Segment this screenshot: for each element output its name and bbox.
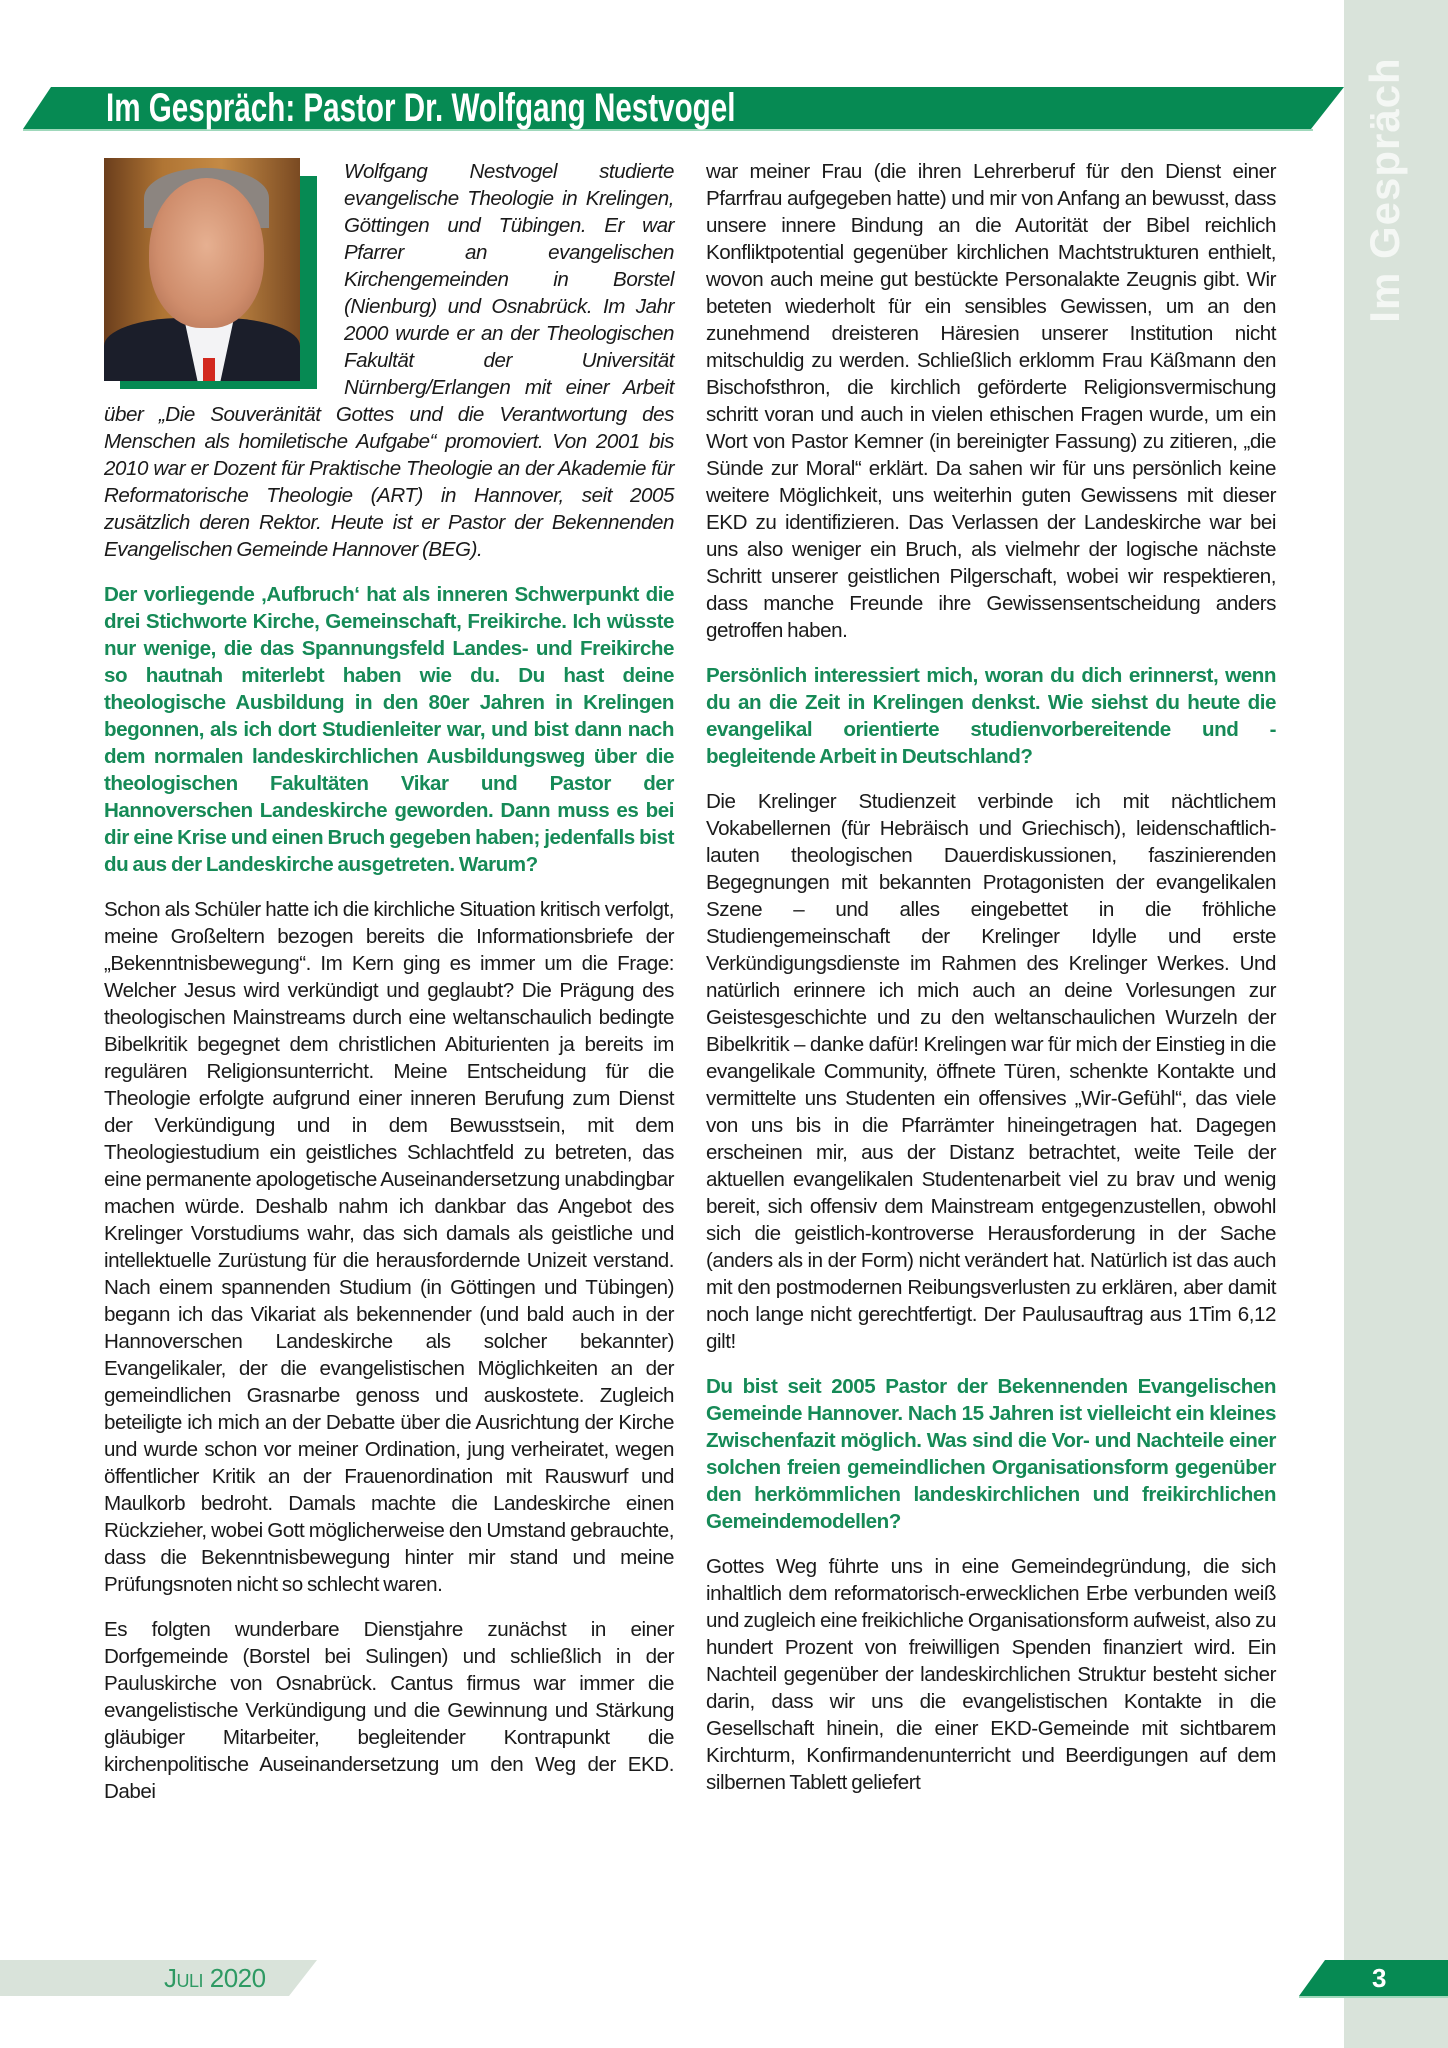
- section-label: Im Gespräch: [1361, 57, 1408, 323]
- left-column: [104, 158, 674, 1805]
- interview-question: Du bist seit 2005 Pastor der Bekennenden Evangelischen Gemeinde Hannover. Nach 15 Jahren ist vielleicht ein kleines Zwischenfazit möglich. Was sind die Vor- und Nachteile einer solchen freien gemeindlichen Organisationsform gegenüber den herkömmlichen landeskirchlichen und freikirchlichen Gemeindemodellen?: [706, 1375, 1276, 1533]
- interview-answer: Es folgten wunderbare Dienstjahre zunächst in einer Dorfgemeinde (Borstel bei Sulingen) und schließlich in der Pauluskirche von Osnabrück. Cantus firmus war immer die evangelistische Verkündigung und die Gewinnung und Stärkung gläubiger Mitarbeiter, begleitender Kontrapunkt die kirchenpolitische Auseinandersetzung um den Weg der EKD. Dabei: [104, 1618, 674, 1803]
- interview-answer: war meiner Frau (die ihren Lehrerberuf für den Dienst einer Pfarrfrau aufgegeben hatte) und mir von Anfang an bewusst, dass unsere innere Bindung an die Autorität der Bibel reichlich Konfliktpotential gegenüber kirchlichen Machtstrukturen enthielt, wovon auch meine gut bestückte Personalakte Zeugnis gibt. Wir beteten wiederholt für ein sensibles Gewissen, um an den zunehmend dreisteren Häresien unserer Institution nicht mitschuldig zu werden. Schließlich erklomm Frau Käßmann den Bischofsthron, die kirchlich geförderte Religionsvermischung schritt voran und auch in vielen ethischen Fragen wurde, um ein Wort von Pastor Kemner (in bereinigter Fassung) zu zitieren, „die Sünde zur Moral“ erklärt. Da sahen wir für uns persönlich keine weitere Möglichkeit, uns weiterhin guten Gewissens mit dieser EKD zu identifizieren. Das Verlassen der Landeskirche war bei uns also weniger ein Bruch, als vielmehr der logische nächste Schritt unserer geistlichen Pilgerschaft, wobei wir respektieren, dass manche Freunde ihre Gewissensentscheidung anders getroffen haben.: [706, 160, 1276, 642]
- interview-question: Der vorliegende ‚Aufbruch‘ hat als inneren Schwerpunkt die drei Stichworte Kirche, Gemeinschaft, Freikirche. Ich wüsste nur wenige, die das Spannungsfeld Landes- und Freikirche so hautnah miterlebt haben wie du. Du hast deine theologische Ausbildung in den 80er Jahren in Krelingen begonnen, als ich dort Studienleiter war, und bist dann nach dem normalen landeskirchlichen Ausbildungsweg über die theologischen Fakultäten Vikar und Pastor der Hannoverschen Landeskirche geworden. Dann muss es bei dir eine Krise und einen Bruch gegeben haben; jedenfalls bist du aus der Landeskirche ausgetreten. Warum?: [104, 583, 674, 876]
- footer-underline: [1299, 1996, 1448, 1998]
- issue-date: Juli 2020: [164, 1963, 266, 1993]
- portrait-image: [104, 158, 300, 381]
- interview-answer: Die Krelinger Studienzeit verbinde ich mit nächtlichem Vokabellernen (für Hebräisch und Griechisch), leidenschaftlich-lauten theologischen Dauerdiskussionen, faszinierenden Begegnungen mit bekannten Protagonisten der evangelikalen Szene – und alles eingebettet in die fröhliche Studiengemeinschaft der Krelinger Idylle und erste Verkündigungsdienste im Rahmen des Krelinger Werkes. Und natürlich erinnere ich mich auch an deine Vorlesungen zur Geistesgeschichte und zu den weltanschaulichen Wurzeln der Bibelkritik – danke dafür! Krelingen war für mich der Einstieg in die evangelikale Community, öffnete Türen, schenkte Kontakte und vermittelte uns Studenten ein offensives „Wir-Gefühl“, das viele von uns bis in die Pfarrämter hineingetragen hat. Dagegen erscheinen mir, aus der Distanz betrachtet, weite Teile der aktuellen evangelikalen Studentenarbeit viel zu brav und wenig bereit, sich offensiv dem Mainstream entgegenzustellen, obwohl sich die geistlich-kontroverse Herausforderung in der Sache (anders als in der Form) nicht verändert hat. Natürlich ist das auch mit den postmodernen Reibungsverlusten zu erklären, aber damit noch lange nicht gerechtfertigt. Der Paulusauftrag aus 1Tim 6,12 gilt!: [706, 790, 1276, 1353]
- page-title: Im Gespräch: Pastor Dr. Wolfgang Nestvogel: [106, 86, 736, 130]
- footer-issue-band: [0, 1960, 317, 1996]
- interview-question: Persönlich interessiert mich, woran du dich erinnerst, wenn du an die Zeit in Krelingen denkst. Wie siehst du heute die evangelikal orientierte studienvorbereitende und -begleitende Arbeit in Deutschland?: [706, 664, 1276, 768]
- interview-answer: Schon als Schüler hatte ich die kirchliche Situation kritisch verfolgt, meine Großeltern bezogen bereits die Informationsbriefe der „Bekenntnisbewegung“. Im Kern ging es immer um die Frage: Welcher Jesus wird verkündigt und geglaubt? Die Prägung des theologischen Mainstreams durch eine weltanschaulich bedingte Bibelkritik begegnet dem christlichen Abiturienten ja bereits im regulären Religionsunterricht. Meine Entscheidung für die Theologie erfolgte aufgrund einer inneren Berufung zum Dienst der Verkündigung und in dem Bewusstsein, mit dem Theologiestudium ein geistliches Schlachtfeld zu betreten, das eine permanente apologetische Auseinandersetzung unabdingbar machen würde. Deshalb nahm ich dankbar das Angebot des Krelinger Vorstudiums wahr, das sich damals als geistliche und intellektuelle Zurüstung für die herausfordernde Unizeit verstand. Nach einem spannenden Studium (in Göttingen und Tübingen) begann ich das Vikariat als bekennender (und bald auch in der Hannoverschen Landeskirche als solcher bekannter) Evangelikaler, der die evangelistischen Möglichkeiten an der gemeindlichen Grasnarbe genoss und auskostete. Zugleich beteiligte ich mich an der Debatte über die Ausrichtung der Kirche und wurde schon vor meiner Ordination, jung verheiratet, wegen öffentlicher Kritik an der Frauenordination mit Rauswurf und Maulkorb bedroht. Damals machte die Landeskirche einen Rückzieher, wobei Gott möglicherweise den Umstand gebrauchte, dass die Bekenntnisbewegung hinter mir stand und meine Prüfungsnoten nicht so schlecht waren.: [104, 898, 674, 1596]
- interview-answer: Gottes Weg führte uns in eine Gemeindegründung, die sich inhaltlich dem reformatorisch-erwecklichen Erbe verbunden weiß und zugleich eine freikichliche Organisationsform aufweist, also zu hundert Prozent von freiwilligen Spenden finanziert wird. Ein Nachteil gegenüber der landeskirchlichen Struktur besteht sicher darin, dass wir uns die evangelistischen Kontakte in die Gesellschaft hinein, die einer EKD-Gemeinde mit sichtbarem Kirchturm, Konfirmandenunterricht und Beerdigungen auf dem silbernen Tablett geliefert: [706, 1555, 1276, 1794]
- right-column: [706, 158, 1276, 1796]
- page-number: 3: [1372, 1963, 1387, 1993]
- author-photo: [104, 158, 344, 390]
- author-bio: Wolfgang Nestvogel studierte evangelische Theologie in Krelingen, Göttingen und Tübingen. Er war Pfarrer an evangelischen Kirchengemeinden in Borstel (Nienburg) und Osnabrück. Im Jahr 2000 wurde er an der Theologischen Fakultät der Universität Nürnberg/Erlangen mit einer Arbeit über „Die Souveränität Gottes und die Verantwortung des Menschen als homiletische Aufgabe“ promoviert. Von 2001 bis 2010 war er Dozent für Praktische Theologie an der Akademie für Reformatorische Theologie (ART) in Hannover, seit 2005 zusätzlich deren Rektor. Heute ist er Pastor der Bekennenden Evangelischen Gemeinde Hannover (BEG).: [104, 160, 674, 561]
